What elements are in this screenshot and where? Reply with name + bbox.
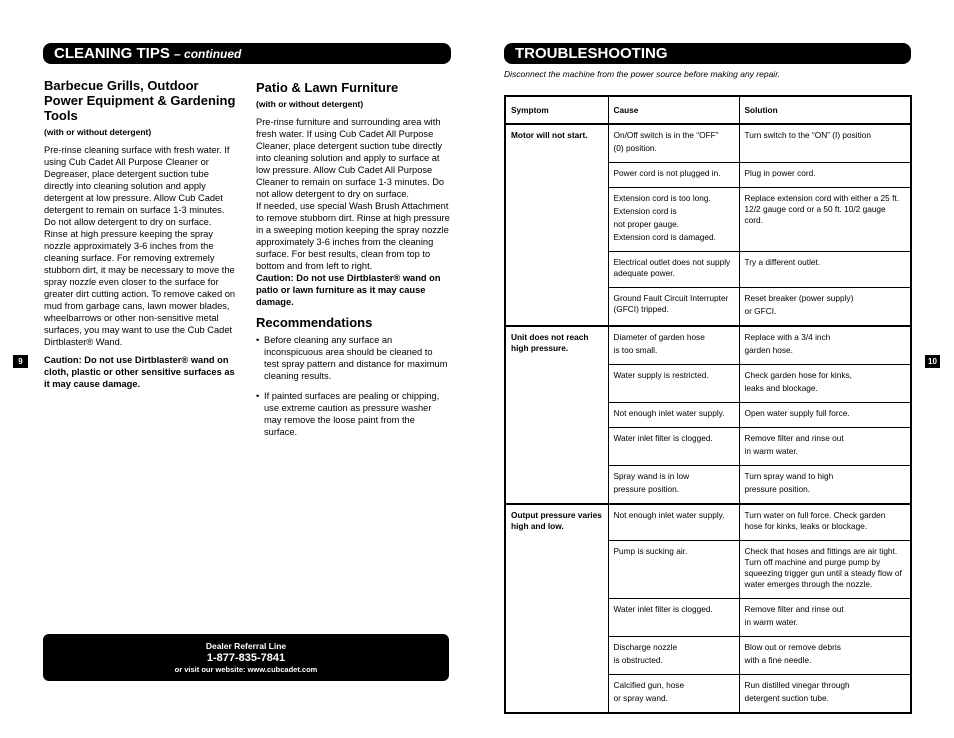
solution-line: garden hose. [744, 345, 793, 355]
patio-subheading: (with or without detergent) [256, 99, 364, 109]
cause-cell [608, 188, 739, 252]
bbq-subheading: (with or without detergent) [44, 127, 152, 137]
cause-cell [608, 326, 739, 365]
solution-line: Remove filter and rinse out [744, 604, 844, 614]
cause-cell [608, 403, 739, 428]
cause-line: Power cord is not plugged in. [613, 168, 721, 178]
cause-line: not proper gauge. [613, 219, 680, 229]
table-row [505, 504, 911, 541]
cause-line: pressure position. [613, 484, 679, 494]
table-row [505, 326, 911, 365]
solution-cell [739, 675, 911, 714]
solution-cell [739, 403, 911, 428]
continued-label: – continued [174, 47, 242, 61]
solution-line: or GFCI. [744, 306, 777, 316]
cause-line: Discharge nozzle [613, 642, 678, 652]
recommendation-item: • Before cleaning any surface an inconspicuous area should be cleaned to test spray pattern and distance for maximum cleaning results. [264, 334, 450, 382]
symptom-cell: Motor will not start. [505, 124, 608, 326]
dealer-referral-footer [43, 634, 449, 681]
solution-cell [739, 541, 911, 599]
solution-line: Check that hoses and fittings are air tight. Turn off machine and purge pump by squeezing trigger gun until a steady flow of water emerges through the nozzle. [744, 546, 902, 589]
cause-line: Water inlet filter is clogged. [613, 433, 713, 443]
cleaning-tips-header [43, 43, 451, 64]
solution-line: Open water supply full force. [744, 408, 850, 418]
cause-cell [608, 675, 739, 714]
table-body [505, 124, 911, 713]
cause-line: Pump is sucking air. [613, 546, 688, 556]
solution-line: detergent suction tube. [744, 693, 829, 703]
cause-cell [608, 599, 739, 637]
cause-line: Electrical outlet does not supply adequate power. [613, 257, 731, 278]
solution-cell [739, 428, 911, 466]
solution-line: Try a different outlet. [744, 257, 821, 267]
solution-cell [739, 288, 911, 327]
cause-cell [608, 504, 739, 541]
solution-line: in warm water. [744, 446, 798, 456]
solution-line: Replace extension cord with either a 25 ft. 12/2 gauge cord or a 50 ft. 10/2 gauge cord. [744, 193, 900, 225]
solution-line: leaks and blockage. [744, 383, 818, 393]
cause-line: Extension cord is damaged. [613, 232, 716, 242]
symptom-cell: Unit does not reach high pressure. [505, 326, 608, 504]
patio-body-1: Pre-rinse furniture and surrounding area with fresh water. If using Cub Cadet All Purpose Cleaner, place detergent suction tube directly into cleaning solution and apply to surface at low pressure. Allow Cub Cadet All Purpose Cleaner to remain on surface 1-3 minutes. Do not allow detergent to dry on surface. [256, 117, 445, 199]
bbq-body: Pre-rinse cleaning surface with fresh water. If using Cub Cadet All Purpose Cleaner or Degreaser, place detergent suction tube directly into cleaning solution and apply detergent at low pressure. Allow Cub Cadet detergent to remain on surface 1-3 minutes. Do not allow detergent to dry on surface. Rinse at high pressure keeping the spray nozzle approximately 3-6 inches from the cleaning surface. For removing extremely stubborn dirt, it may be necessary to move the spray nozzle even closer to the surface for greater dirt cutting action. To remove caked on mud from garbage cans, lawn mower blades, wheelbarrows or other non-sensitive metal surfaces, you may want to use the Cub Cadet Dirtblaster® Wand. [44, 145, 236, 347]
solution-line: Turn spray wand to high [744, 471, 834, 481]
dealer-referral-label: Dealer Referral Line [205, 641, 287, 651]
dealer-phone: 1-877-835-7841 [206, 652, 286, 664]
solution-cell [739, 466, 911, 505]
cause-line: Ground Fault Circuit Interrupter (GFCI) tripped. [613, 293, 729, 314]
cause-line: Not enough inlet water supply. [613, 510, 725, 520]
cause-cell [608, 466, 739, 505]
solution-line: pressure position. [744, 484, 810, 494]
solution-line: Plug in power cord. [744, 168, 816, 178]
troubleshooting-table [504, 95, 912, 714]
cause-cell [608, 288, 739, 327]
cause-line: Not enough inlet water supply. [613, 408, 725, 418]
troubleshooting-header [504, 43, 911, 64]
header-solution: Solution [739, 96, 911, 124]
website-line: or visit our website: www.cubcadet.com [174, 665, 318, 674]
cause-line: is obstructed. [613, 655, 663, 665]
recommendations-heading: Recommendations [256, 315, 373, 330]
cause-cell [608, 124, 739, 163]
cause-line: Extension cord is too long. [613, 193, 711, 203]
patio-body-2: If needed, use special Wash Brush Attachment to remove stubborn dirt. Rinse at high pressure in a sweeping motion keeping the spray nozzle approximately 3-6 inches from the cleaning surface. For best results, clean from top to bottom and from left to right. [256, 201, 450, 271]
cause-line: Water supply is restricted. [613, 370, 709, 380]
cause-line: Spray wand is in low [613, 471, 690, 481]
header-symptom: Symptom [505, 96, 608, 124]
solution-cell [739, 365, 911, 403]
patio-heading: Patio & Lawn Furniture [256, 80, 399, 95]
solution-cell [739, 252, 911, 288]
bbq-section [44, 78, 236, 390]
header-cause: Cause [608, 96, 739, 124]
recommendation-item: • If painted surfaces are pealing or chipping, use extreme caution as pressure washer may remove the loose paint from the surface. [264, 390, 450, 438]
cause-line: Water inlet filter is clogged. [613, 604, 713, 614]
cause-cell [608, 252, 739, 288]
solution-line: Turn water on full force. Check garden hose for kinks, leaks or blockage. [744, 510, 886, 531]
cause-cell [608, 163, 739, 188]
solution-line: Reset breaker (power supply) [744, 293, 854, 303]
solution-cell [739, 504, 911, 541]
solution-cell [739, 599, 911, 637]
solution-line: with a fine needle. [744, 655, 812, 665]
section-title: TROUBLESHOOTING [515, 45, 668, 62]
section-title: CLEANING TIPS [54, 45, 170, 62]
cause-line: Extension cord is [613, 206, 677, 216]
cause-line: Calcified gun, hose [613, 680, 685, 690]
solution-cell [739, 163, 911, 188]
cause-cell [608, 428, 739, 466]
solution-line: Turn switch to the “ON” (I) position [744, 130, 871, 140]
solution-line: Blow out or remove debris [744, 642, 841, 652]
cause-line: or spray wand. [613, 693, 668, 703]
solution-line: Check garden hose for kinks, [744, 370, 852, 380]
bbq-heading: Barbecue Grills, Outdoor Power Equipment & Gardening Tools [44, 78, 236, 123]
bbq-caution: Caution: Do not use Dirtblaster® wand on cloth, plastic or other sensitive surfaces as it may cause damage. [44, 355, 235, 389]
solution-cell [739, 124, 911, 163]
patio-section [256, 80, 450, 446]
solution-cell [739, 188, 911, 252]
cause-line: Diameter of garden hose [613, 332, 705, 342]
patio-caution: Caution: Do not use Dirtblaster® wand on patio or lawn furniture as it may cause damage. [256, 273, 441, 307]
cause-line: is too small. [613, 345, 658, 355]
disconnect-note: Disconnect the machine from the power source before making any repair. [504, 69, 781, 79]
table-row [505, 124, 911, 163]
cause-cell [608, 541, 739, 599]
solution-cell [739, 326, 911, 365]
cause-cell [608, 637, 739, 675]
symptom-cell: Output pressure varies high and low. [505, 504, 608, 713]
solution-cell [739, 637, 911, 675]
cause-line: (0) position. [613, 143, 657, 153]
table-header-row [505, 96, 911, 124]
solution-line: Replace with a 3/4 inch [744, 332, 831, 342]
recommendations-list [256, 334, 450, 438]
solution-line: in warm water. [744, 617, 798, 627]
page-number-right: 10 [925, 355, 940, 368]
cause-line: On/Off switch is in the “OFF” [613, 130, 719, 140]
cause-cell [608, 365, 739, 403]
solution-line: Run distilled vinegar through [744, 680, 850, 690]
solution-line: Remove filter and rinse out [744, 433, 844, 443]
page-number-left: 9 [13, 355, 28, 368]
